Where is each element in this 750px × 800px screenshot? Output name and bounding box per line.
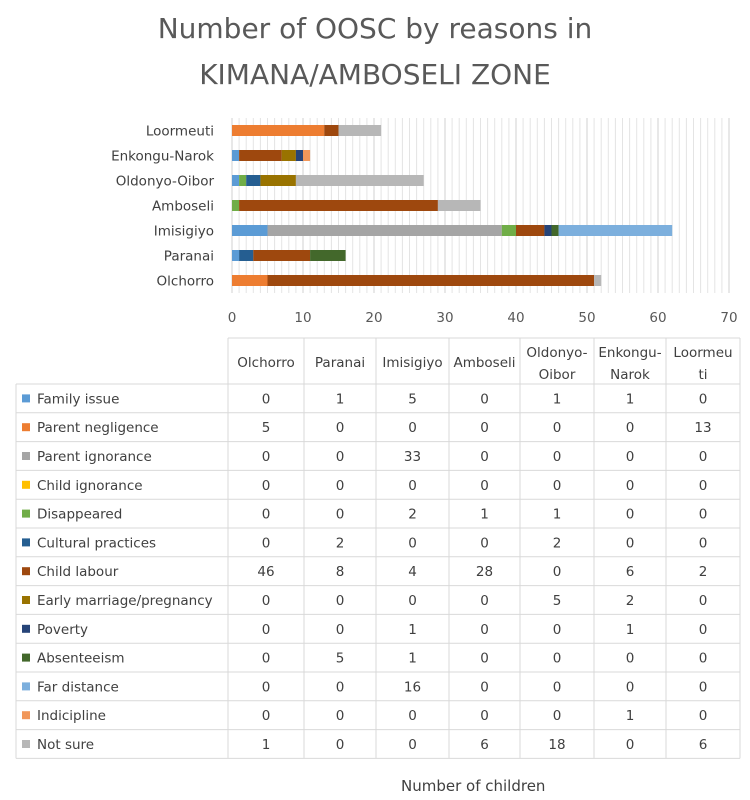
data-label: 0	[480, 708, 489, 725]
bar-segment	[296, 150, 303, 161]
data-label: 5	[552, 593, 562, 609]
legend-series-name: Family issue	[37, 391, 120, 408]
legend-series-name: Parent ignorance	[37, 449, 152, 465]
data-label: 0	[552, 650, 562, 667]
legend-series-name: Not sure	[37, 737, 95, 753]
data-label: 6	[480, 737, 489, 753]
data-label: 0	[552, 679, 562, 696]
x-axis-title-text: Number of children	[401, 777, 546, 795]
data-label: 0	[480, 650, 489, 667]
bar-segment	[260, 175, 296, 186]
legend-key	[22, 625, 30, 633]
bar-segment	[246, 175, 260, 186]
legend-series-name: Parent negligence	[37, 420, 159, 437]
data-label: 0	[408, 593, 417, 609]
bar-segment	[324, 125, 338, 136]
data-label: 0	[698, 535, 708, 552]
data-label: 0	[335, 708, 345, 725]
data-label: 13	[694, 420, 712, 437]
bar-segment	[232, 250, 239, 261]
table-header-label: Oldonyo-	[526, 345, 588, 361]
data-label: 0	[480, 535, 489, 552]
data-label: 1	[625, 621, 635, 638]
data-label: 0	[335, 679, 345, 696]
bar-segment	[232, 275, 268, 286]
legend-key	[22, 452, 30, 460]
legend-key	[22, 711, 30, 719]
table-header-label: ti	[698, 367, 708, 383]
bar-segment	[282, 150, 296, 161]
data-label: 0	[261, 477, 271, 494]
data-label: 0	[552, 477, 562, 494]
x-tick-label: 40	[507, 310, 525, 326]
data-label: 0	[335, 477, 345, 494]
bar-segment	[438, 200, 481, 211]
data-label: 0	[335, 420, 345, 437]
x-tick-label: 50	[578, 310, 596, 326]
data-label: 5	[408, 391, 417, 408]
bar-segment	[232, 225, 268, 236]
y-category-label: Enkongu-Narok	[111, 148, 214, 165]
data-label: 2	[625, 593, 635, 609]
data-label: 33	[403, 449, 422, 465]
data-label: 1	[480, 506, 489, 523]
data-label: 0	[552, 708, 562, 725]
data-label: 8	[335, 564, 345, 581]
legend-series-name: Far distance	[37, 679, 119, 696]
legend-series-name: Cultural practices	[37, 535, 157, 552]
x-tick-label: 60	[649, 310, 667, 326]
x-tick-label: 0	[227, 310, 237, 326]
bar-segment	[232, 150, 239, 161]
data-label: 0	[408, 420, 417, 437]
data-label: 0	[552, 564, 562, 581]
y-category-label: Paranai	[163, 248, 214, 265]
data-label: 6	[625, 564, 635, 581]
bar-segment	[232, 125, 324, 136]
data-label: 6	[698, 737, 708, 753]
data-label: 0	[408, 535, 417, 552]
data-label: 0	[625, 449, 635, 465]
data-label: 0	[480, 477, 489, 494]
legend-key	[22, 596, 30, 604]
data-label: 0	[480, 391, 489, 408]
data-label: 0	[335, 449, 345, 465]
data-label: 0	[480, 621, 489, 638]
data-label: 0	[625, 506, 635, 523]
data-label: 0	[335, 593, 345, 609]
data-label: 0	[261, 679, 271, 696]
data-label: 0	[698, 621, 708, 638]
data-label: 1	[552, 391, 562, 408]
data-label: 0	[261, 621, 271, 638]
data-label: 0	[625, 477, 635, 494]
data-label: 1	[408, 621, 417, 638]
data-label: 0	[480, 449, 489, 465]
bar-segment	[239, 250, 253, 261]
data-label: 0	[625, 679, 635, 696]
data-label: 0	[261, 650, 271, 667]
x-tick-label: 70	[720, 310, 738, 326]
data-label: 18	[548, 737, 566, 753]
data-label: 2	[408, 506, 417, 523]
data-label: 0	[625, 737, 635, 753]
data-label: 16	[403, 679, 422, 696]
data-label: 0	[625, 535, 635, 552]
data-label: 0	[552, 621, 562, 638]
table-header-label: Amboseli	[453, 355, 516, 371]
data-label: 0	[480, 679, 489, 696]
data-label: 0	[698, 650, 708, 667]
bar-segment	[239, 200, 438, 211]
legend-key	[22, 567, 30, 575]
bar-segment	[239, 150, 282, 161]
legend-key	[22, 423, 30, 431]
data-label: 2	[552, 535, 562, 552]
bar-segment	[296, 175, 424, 186]
bar-segment	[516, 225, 544, 236]
data-label: 0	[261, 449, 271, 465]
data-label: 0	[552, 420, 562, 437]
data-label: 0	[408, 708, 417, 725]
data-label: 1	[261, 737, 271, 753]
data-label: 0	[480, 593, 489, 609]
data-label: 0	[698, 679, 708, 696]
legend-series-name: Child ignorance	[37, 477, 143, 494]
data-label: 2	[698, 564, 708, 581]
legend-series-name: Child labour	[37, 564, 119, 581]
table-header-label: Enkongu-	[598, 345, 662, 361]
bar-segment	[239, 175, 246, 186]
data-label: 1	[408, 650, 417, 667]
bar-segment	[268, 225, 502, 236]
legend-key	[22, 510, 30, 518]
legend-key	[22, 740, 30, 748]
y-category-label: Loormeuti	[145, 123, 214, 140]
data-label: 5	[261, 420, 271, 437]
x-tick-label: 20	[365, 310, 383, 326]
bar-segment	[310, 250, 346, 261]
legend-series-name: Absenteeism	[37, 650, 125, 667]
y-category-label: Oldonyo-Oibor	[115, 173, 214, 190]
bar-segment	[268, 275, 595, 286]
data-label: 0	[335, 621, 345, 638]
data-label: 0	[261, 708, 271, 725]
bar-segment	[552, 225, 559, 236]
data-label: 1	[335, 391, 345, 408]
legend-series-name: Early marriage/pregnancy	[37, 593, 213, 609]
bar-segment	[559, 225, 673, 236]
bar-segment	[232, 175, 239, 186]
legend-key	[22, 538, 30, 546]
data-label: 0	[625, 420, 635, 437]
chart-title-line-2: KIMANA/AMBOSELI ZONE	[199, 58, 551, 91]
legend-series-name: Poverty	[37, 621, 89, 638]
data-label: 1	[625, 708, 635, 725]
data-label: 46	[257, 564, 275, 581]
data-label: 0	[261, 593, 271, 609]
y-category-label: Olchorro	[156, 273, 214, 290]
x-tick-label: 30	[436, 310, 454, 326]
data-label: 0	[698, 477, 708, 494]
x-tick-label: 10	[294, 310, 312, 326]
data-label: 0	[261, 391, 271, 408]
table-header-label: Oibor	[538, 367, 576, 383]
data-label: 5	[335, 650, 345, 667]
data-label: 0	[408, 477, 417, 494]
data-label: 0	[261, 506, 271, 523]
y-category-label: Amboseli	[151, 198, 214, 215]
table-header-label: Paranai	[314, 355, 366, 371]
data-label: 0	[261, 535, 271, 552]
data-label: 2	[335, 535, 345, 552]
data-label: 0	[335, 506, 345, 523]
bar-segment	[594, 275, 601, 286]
table-header-label: Imisigiyo	[382, 355, 443, 371]
data-label: 0	[335, 737, 345, 753]
bar-segment	[502, 225, 516, 236]
table-header-label: Narok	[610, 367, 650, 383]
bar-segment	[339, 125, 382, 136]
legend-key	[22, 481, 30, 489]
data-label: 1	[552, 506, 562, 523]
data-label: 4	[408, 564, 417, 581]
bar-segment	[253, 250, 310, 261]
data-label: 0	[698, 708, 708, 725]
data-label: 0	[698, 506, 708, 523]
data-label: 0	[552, 449, 562, 465]
data-label: 0	[480, 420, 489, 437]
data-label: 0	[698, 593, 708, 609]
legend-key	[22, 682, 30, 690]
table-header-label: Olchorro	[237, 355, 295, 371]
chart-title-line-1: Number of OOSC by reasons in	[157, 12, 593, 45]
legend-series-name: Indicipline	[37, 708, 106, 725]
data-label: 1	[625, 391, 635, 408]
data-label: 28	[475, 564, 494, 581]
data-label: 0	[698, 391, 708, 408]
bar-segment	[232, 200, 239, 211]
bar-segment	[544, 225, 551, 236]
data-label: 0	[625, 650, 635, 667]
legend-key	[22, 654, 30, 662]
legend-key	[22, 394, 30, 402]
legend-series-name: Disappeared	[37, 506, 123, 523]
bar-segment	[303, 150, 310, 161]
data-label: 0	[408, 737, 417, 753]
y-category-label: Imisigiyo	[153, 223, 214, 240]
data-label: 0	[698, 449, 708, 465]
table-header-label: Loormeu	[673, 345, 733, 361]
